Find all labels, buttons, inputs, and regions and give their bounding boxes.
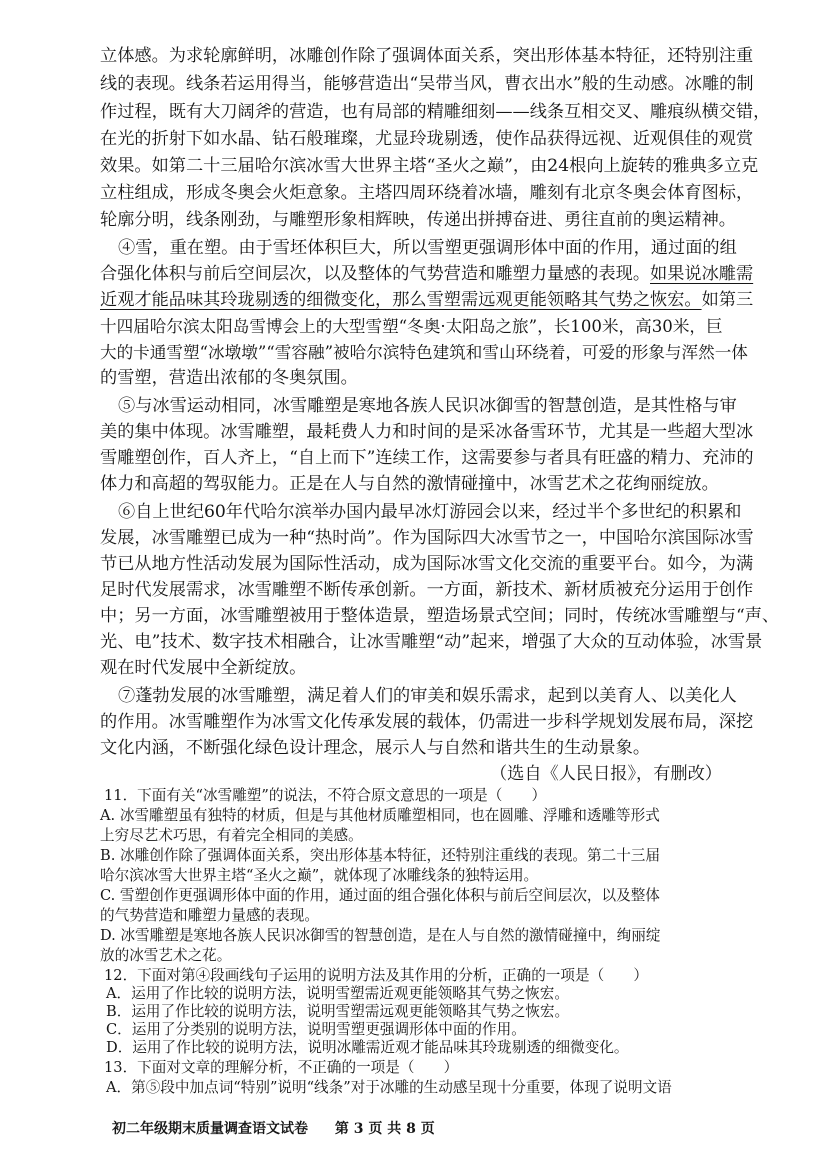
paragraph-6-line: 发展，冰雪雕塑已成为一种“热时尚”。作为国际四大冰雪节之一，中国哈尔滨国际冰雪	[100, 528, 754, 548]
paragraph-4-line: 大的卡通雪塑“冰墩墩”“雪容融”被哈尔滨特色建筑和雪山环绕着，可爱的形象与浑然一体	[100, 343, 748, 362]
paragraph-6-line: 足时代发展需求，冰雪雕塑不断传承创新。一方面，新技术、新材质被充分运用于创作	[100, 580, 754, 600]
paragraph-6-line: 观在时代发展中全新绽放。	[100, 658, 307, 678]
paragraph-7-line: 文化内涵，不断强化绿色设计理念，展示人与自然和谐共生的生动景象。	[100, 738, 651, 758]
paragraph-4-line: 十四届哈尔滨太阳岛雪博会上的大型雪塑“冬奥·太阳岛之旅”，长100米，高30米，巨	[100, 317, 723, 336]
question-11-option-c-cont: 的气势营造和雕塑力量感的表现。	[100, 907, 319, 924]
question-11-option-d: D. 冰雪雕塑是寒地各族人民识冰御雪的智慧创造，是在人与自然的激情碰撞中，绚丽绽	[100, 927, 661, 944]
passage-line: 立柱组成，形成冬奥会火炬意象。主塔四周环绕着冰墙，雕刻有北京冬奥会体育图标，	[100, 183, 754, 203]
question-13-option-a: A．第⑤段中加点词“特别”说明“线条”对于冰雕的生动感呈现十分重要，体现了说明文语	[106, 1079, 672, 1096]
paragraph-5-line: 雪雕塑创作，百人齐上，“自上而下”连续工作，这需要参与者具有旺盛的精力、充沛的	[100, 448, 754, 468]
question-12-option-d: D．运用了作比较的说明方法，说明冰雕需近观才能品味其玲珑剔透的细微变化。	[106, 1039, 629, 1056]
passage-line: 立体感。为求轮廓鲜明，冰雕创作除了强调体面关系，突出形体基本特征，还特别注重	[100, 46, 754, 66]
paragraph-6-line: 光、电”技术、数字技术相融合，让冰雪雕塑“动”起来，增强了大众的互动体验，冰雪景	[100, 632, 763, 652]
paragraph-7-line: 的作用。冰雪雕塑作为冰雪文化传承发展的载体，仍需进一步科学规划发展布局，深挖	[100, 712, 754, 732]
question-11-option-c: C. 雪塑创作更强调形体中面的作用，通过面的组合强化体积与前后空间层次，以及整体	[100, 887, 660, 904]
underlined-sentence: 如果说冰雕需	[650, 264, 754, 284]
passage-line: 轮廓分明，线条刚劲，与雕塑形象相辉映，传递出拼搏奋进、勇往直前的奥运精神。	[100, 210, 736, 230]
paragraph-7-line: ⑦蓬勃发展的冰雪雕塑，满足着人们的审美和娱乐需求，起到以美育人、以美化人	[118, 686, 737, 706]
paragraph-5-line: 体力和高超的驾驭能力。正是在人与自然的激情碰撞中，冰雪艺术之花绚丽绽放。	[100, 474, 719, 494]
paragraph-6-line: 节已从地方性活动发展为国际性活动，成为国际冰雪文化交流的重要平台。如今，为满	[100, 554, 754, 574]
question-11-stem: 11．下面有关“冰雪雕塑”的说法，不符合原文意思的一项是（ ）	[104, 787, 547, 804]
question-12-option-b: B．运用了作比较的说明方法，说明雪塑需远观更能领略其气势之恢宏。	[106, 1003, 570, 1020]
paragraph-4-text: 如第三	[701, 290, 754, 310]
paragraph-4-line: 的雪塑，营造出浓郁的冬奥氛围。	[100, 368, 358, 388]
question-11-option-d-cont: 放的冰雪艺术之花。	[100, 947, 232, 964]
passage-line: 在光的折射下如水晶、钻石般璀璨，尤显玲珑剔透，使作品获得远视、近观俱佳的观赏	[100, 129, 754, 149]
paragraph-4-line: ④雪，重在塑。由于雪坯体积巨大，所以雪塑更强调形体中面的作用，通过面的组	[118, 238, 737, 258]
page-footer	[112, 1118, 457, 1138]
paragraph-5-line: 美的集中体现。冰雪雕塑，最耗费人力和时间的是采冰备雪环节，尤其是一些超大型冰	[100, 422, 754, 442]
question-12-stem: 12．下面对第④段画线句子运用的说明方法及其作用的分析，正确的一项是（ ）	[104, 967, 648, 984]
paragraph-6-line: ⑥自上世纪60年代哈尔滨举办国内最早冰灯游园会以来，经过半个多世纪的积累和	[118, 502, 742, 522]
source-citation: （选自《人民日报》，有删改）	[489, 764, 722, 784]
question-11-option-a: A. 冰雪雕塑虽有独特的材质，但是与其他材质雕塑相同，也在圆雕、浮雕和透雕等形式	[100, 807, 660, 824]
underlined-sentence: 近观才能品味其玲珑剔透的细微变化，那么雪塑需远观更能领略其气势之恢宏。	[100, 290, 702, 310]
paragraph-4-text: 合强化体积与前后空间层次，以及整体的气势营造和雕塑力量感的表现。	[100, 264, 651, 284]
paragraph-4-line	[100, 262, 754, 287]
page-number: 第 3 页 共 8 页	[334, 1121, 435, 1137]
passage-line: 效果。如第二十三届哈尔滨冰雪大世界主塔“圣火之巅”，由24根向上旋转的雅典多立克	[100, 156, 759, 176]
exam-title: 初二年级期末质量调查语文试卷	[112, 1121, 308, 1137]
passage-line: 线的表现。线条若运用得当，能够营造出“吴带当风，曹衣出水”般的生动感。冰雕的制	[100, 74, 754, 94]
passage-line: 作过程，既有大刀阔斧的营造，也有局部的精雕细刻——线条互相交叉、雕痕纵横交错，	[100, 102, 771, 122]
question-12-option-c: C．运用了分类别的说明方法，说明雪塑更强调形体中面的作用。	[106, 1021, 526, 1038]
paragraph-5-line: ⑤与冰雪运动相同，冰雪雕塑是寒地各族人民识冰御雪的智慧创造，是其性格与审	[118, 396, 737, 416]
question-11-option-b: B. 冰雕创作除了强调体面关系，突出形体基本特征，还特别注重线的表现。第二十三届	[100, 847, 660, 864]
paragraph-6-line: 中；另一方面，冰雪雕塑被用于整体造景，塑造场景式空间；同时，传统冰雪雕塑与“声、	[100, 606, 780, 626]
question-12-option-a: A．运用了作比较的说明方法，说明雪塑需近观更能领略其气势之恢宏。	[106, 985, 569, 1002]
question-13-stem: 13．下面对文章的理解分析，不正确的一项是（ ）	[104, 1059, 459, 1076]
question-11-option-a-cont: 上穷尽艺术巧思，有着完全相同的美感。	[100, 827, 363, 844]
paragraph-4-line	[100, 288, 754, 313]
question-11-option-b-cont: 哈尔滨冰雪大世界主塔“圣火之巅”，就体现了冰雕线条的独特运用。	[100, 867, 539, 884]
